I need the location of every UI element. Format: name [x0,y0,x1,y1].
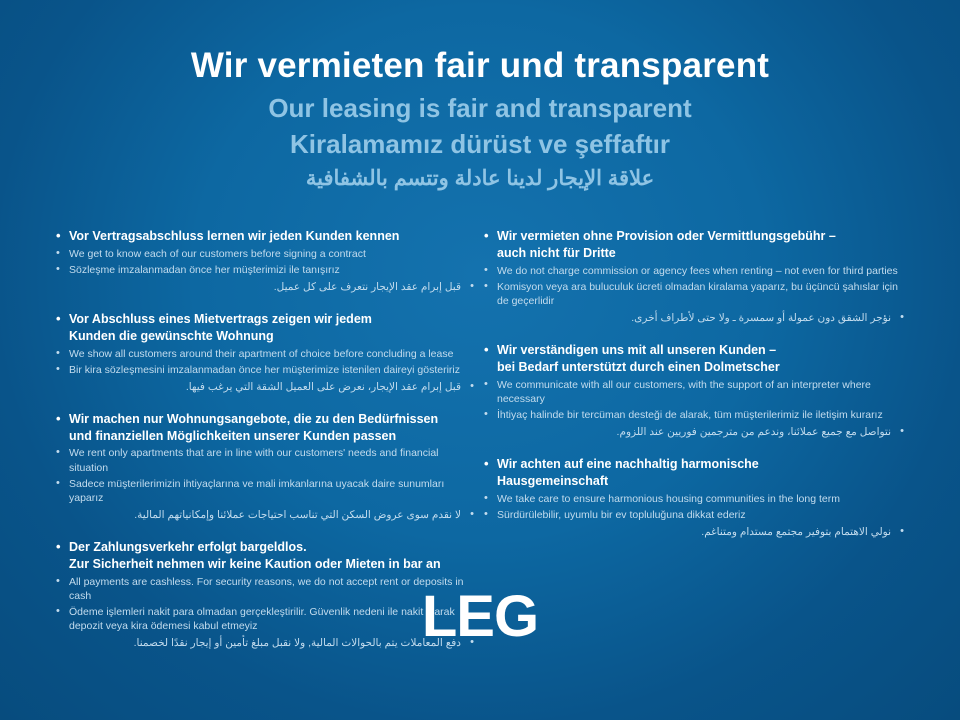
list-item [56,311,474,395]
bullet-heading-line1: Wir achten auf eine nachhaltig harmonische [497,456,759,471]
bullet-heading-line1: Vor Vertragsabschluss lernen wir jeden Kunden kennen [69,229,400,243]
list-item [56,228,474,295]
bullet-sub-en: • We communicate with all our customers, with the support of an interpreter where necessary [484,378,904,406]
bullet-heading-line2: bei Bedarf unterstützt durch einen Dolmetscher [497,359,780,374]
bullet-heading-line1: Vor Abschluss eines Mietvertrags zeigen wir jedem [69,311,372,326]
bullet-sub-en: • We take care to ensure harmonious housing communities in the long term [484,492,904,506]
page-title-en: Our leasing is fair and transparent [268,93,692,124]
logo-text: LEG [421,584,539,649]
bullet-sub-ar: • نتواصل مع جميع عملائنا، وندعم من مترجمين فوريين عند اللزوم. [484,425,904,440]
bullet-sub-ar: • قبل إبرام عقد الإيجار، نعرض على العميل الشقة التي يرغب فيها. [56,380,474,395]
page-title-ar: علاقة الإيجار لدينا عادلة وتتسم بالشفافية [305,166,655,190]
bullet-heading [484,342,904,376]
bullet-heading-line2: Hausgemeinschaft [497,473,609,488]
bullet-sub-tr: • Sürdürülebilir, uyumlu bir ev topluluğuna dikkat ederiz [484,508,904,522]
bullet-sub-tr: • Komisyon veya ara buluculuk ücreti olmadan kiralama yaparız, bu üçüncü şahıslar için de geçerlidir [484,280,904,308]
page-title-de: Wir vermieten fair und transparent [190,46,770,85]
bullet-sub-tr: • Sadece müşterilerimizin ihtiyaçlarına ve mali imkanlarına uyacak daire sunumları yaparız [56,477,474,505]
bullet-sub-en: • We get to know each of our customers before signing a contract [56,247,474,261]
bullet-sub-en: • We rent only apartments that are in line with our customers' needs and financial situation [56,446,474,474]
list-item [56,411,474,523]
bullet-sub-ar: • لا نقدم سوى عروض السكن التي تناسب احتياجات عملائنا وإمكانياتهم المالية. [56,508,474,523]
list-item [484,456,904,540]
bullet-heading-line2: Kunden die gewünschte Wohnung [69,328,274,343]
bullet-sub-ar: • نؤجر الشقق دون عمولة أو سمسرة ـ ولا حتى لأطراف أخرى. [484,311,904,326]
bullet-heading [484,456,904,490]
slide-headings [0,0,960,191]
bullet-sub-en: • All payments are cashless. For security reasons, we do not accept rent or deposits in cash [56,575,474,603]
bullet-heading-line1: Der Zahlungsverkehr erfolgt bargeldlos. [69,539,307,554]
bullet-sub-tr: • İhtiyaç halinde bir tercüman desteği de alarak, tüm müşterilerimiz ile iletişim kurarız [484,408,904,422]
leg-logo [0,584,960,649]
bullet-heading-line2: und finanziellen Möglichkeiten unserer Kunden passen [69,428,397,443]
bullet-sub-tr: • Ödeme işlemleri nakit para olmadan gerçekleştirilir. Güvenlik nedeni ile nakit olarak depozit veya kira ödemesi kabul etmeyiz [56,605,474,633]
bullet-heading [56,539,474,573]
bullet-sub-ar: • دفع المعاملات يتم بالحوالات المالية, ولا نقبل مبلغ تأمين أو إيجار نقدًا لخصمنا. [56,636,474,651]
bullet-heading-line2: auch nicht für Dritte [497,245,616,260]
list-item [484,342,904,440]
bullet-sub-en: • We show all customers around their apartment of choice before concluding a lease [56,347,474,361]
bullet-heading-line1: Wir machen nur Wohnungsangebote, die zu den Bedürfnissen [69,411,439,426]
bullet-heading-line2: Zur Sicherheit nehmen wir keine Kaution oder Mieten in bar an [69,556,441,571]
page-title-tr: Kiralamamız dürüst ve şeffaftır [289,129,670,160]
bullet-heading [484,228,904,262]
bullet-heading-line1: Wir vermieten ohne Provision oder Vermittlungsgebühr – [497,229,836,243]
list-item [484,228,904,326]
bullet-sub-tr: • Bir kira sözleşmesini imzalanmadan önce her müşterimize istenilen daireyi gösteririz [56,363,474,377]
bullet-sub-ar: • قبل إبرام عقد الإيجار نتعرف على كل عميل. [56,280,474,295]
bullet-sub-en: • We do not charge commission or agency fees when renting – not even for third parties [484,264,904,278]
bullet-heading [56,228,474,245]
bullet-sub-tr: • Sözleşme imzalanmadan önce her müşterimizi ile tanışırız [56,263,474,277]
bullet-sub-ar: • نولي الاهتمام بتوفير مجتمع مستدام ومتناغم. [484,525,904,540]
bullet-heading [56,311,474,345]
bullet-heading [56,411,474,445]
bullet-heading-line1: Wir verständigen uns mit all unseren Kunden – [497,342,777,357]
